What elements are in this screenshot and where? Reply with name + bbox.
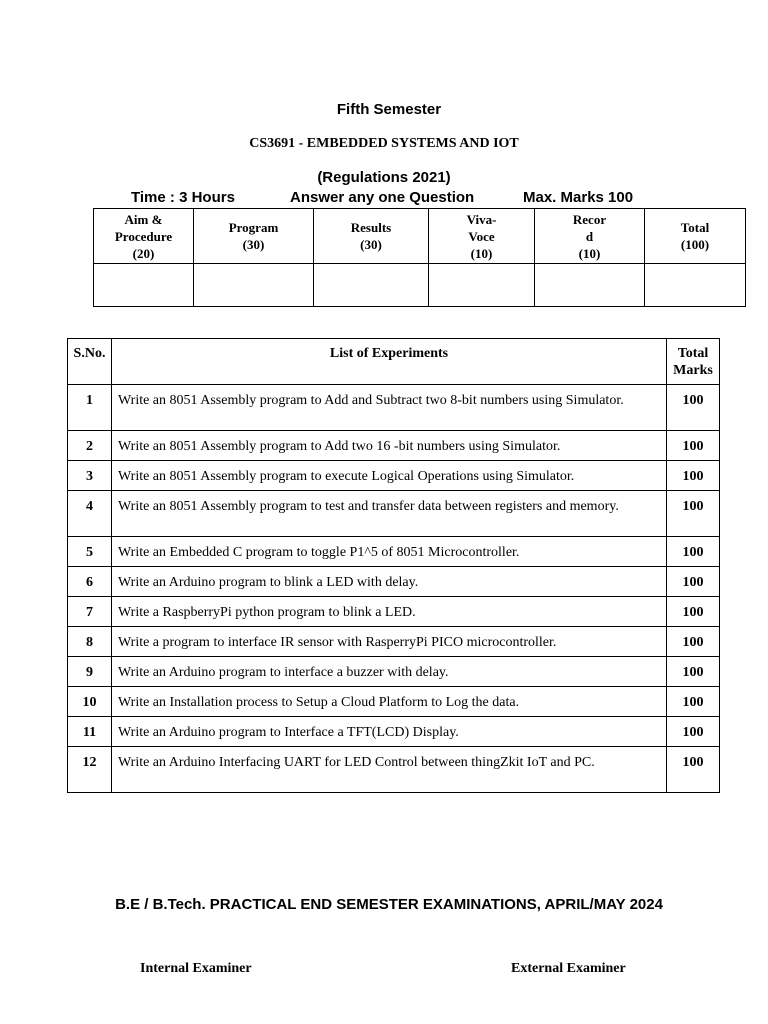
experiment-marks: 100: [667, 385, 720, 431]
course-title: CS3691 - EMBEDDED SYSTEMS AND IOT: [249, 136, 519, 151]
experiment-number: 10: [68, 687, 112, 717]
experiment-description: Write an 8051 Assembly program to Add two 16 -bit numbers using Simulator.: [112, 431, 667, 461]
marks-col-text: Results: [350, 220, 392, 235]
experiment-description: Write an Installation process to Setup a Cloud Platform to Log the data.: [112, 687, 667, 717]
experiment-description: Write an Embedded C program to toggle P1^5 of 8051 Microcontroller.: [112, 537, 667, 567]
marks-entry-aim[interactable]: [94, 264, 194, 307]
experiment-marks: 100: [667, 461, 720, 491]
experiment-number: 7: [68, 597, 112, 627]
experiment-marks: 100: [667, 431, 720, 461]
experiment-number: 1: [68, 385, 112, 431]
experiment-description: Write an Arduino program to Interface a TFT(LCD) Display.: [112, 717, 667, 747]
experiment-marks: 100: [667, 627, 720, 657]
experiment-row: [68, 717, 720, 747]
marks-entry-record[interactable]: [535, 264, 645, 307]
internal-examiner-label: Internal Examiner: [140, 961, 252, 976]
experiment-row: [68, 597, 720, 627]
experiment-description: Write an Arduino program to interface a buzzer with delay.: [112, 657, 667, 687]
experiment-row: [68, 657, 720, 687]
marks-col-text: Program: [228, 220, 279, 235]
marks-allocation-table: [93, 208, 746, 307]
marks-col-text: (10): [578, 245, 601, 261]
exam-title: B.E / B.Tech. PRACTICAL END SEMESTER EXAMINATIONS, APRIL/MAY 2024: [115, 896, 663, 913]
experiment-description: Write a program to interface IR sensor with RasperryPi PICO microcontroller.: [112, 627, 667, 657]
external-examiner-label: External Examiner: [511, 961, 626, 976]
experiment-marks: 100: [667, 537, 720, 567]
marks-col-text: (30): [360, 237, 382, 252]
experiment-description: Write an 8051 Assembly program to test and transfer data between registers and memory.: [112, 491, 667, 537]
instruction-label: Answer any one Question: [290, 189, 475, 206]
marks-entry-program[interactable]: [194, 264, 314, 307]
marks-entry-total[interactable]: [645, 264, 746, 307]
experiment-marks: 100: [667, 687, 720, 717]
marks-col-text: (30): [242, 237, 265, 252]
marks-col-text: Procedure: [114, 228, 173, 244]
experiment-description: Write an Arduino program to blink a LED with delay.: [112, 567, 667, 597]
experiment-row: [68, 431, 720, 461]
experiment-number: 4: [68, 491, 112, 537]
experiment-description: Write an 8051 Assembly program to Add and Subtract two 8-bit numbers using Simulator.: [112, 385, 667, 431]
experiment-row: [68, 491, 720, 537]
marks-entry-viva[interactable]: [429, 264, 535, 307]
marks-col-text: d: [585, 228, 594, 244]
marks-entry-results[interactable]: [314, 264, 429, 307]
experiments-table: [67, 338, 720, 793]
experiments-header-row: [68, 339, 720, 385]
marks-col-program: [194, 209, 314, 264]
marks-col-text: Aim &: [124, 211, 163, 227]
time-label: Time : 3 Hours: [131, 189, 235, 206]
experiment-row: [68, 627, 720, 657]
max-marks-label: Max. Marks 100: [523, 189, 634, 206]
marks-entry-row: [94, 264, 746, 307]
experiment-number: 11: [68, 717, 112, 747]
experiment-description: Write a RaspberryPi python program to blink a LED.: [112, 597, 667, 627]
marks-col-results: [314, 209, 429, 264]
marks-col-text: Recor: [572, 211, 607, 227]
marks-col-text: (10): [470, 245, 493, 261]
marks-col-aim: [94, 209, 194, 264]
marks-col-text: Viva-: [466, 211, 497, 227]
experiment-row: [68, 747, 720, 793]
experiment-number: 5: [68, 537, 112, 567]
experiment-marks: 100: [667, 747, 720, 793]
experiments-body: [68, 385, 720, 793]
experiment-number: 6: [68, 567, 112, 597]
semester-heading: Fifth Semester: [336, 101, 442, 118]
experiment-number: 12: [68, 747, 112, 793]
experiment-marks: 100: [667, 491, 720, 537]
marks-col-text: Total: [680, 220, 710, 235]
total-marks-header: Total Marks: [667, 339, 720, 385]
experiment-row: [68, 687, 720, 717]
experiment-row: [68, 385, 720, 431]
experiment-number: 3: [68, 461, 112, 491]
marks-header-row: [94, 209, 746, 264]
regulations-label: (Regulations 2021): [317, 169, 451, 186]
list-header: List of Experiments: [112, 339, 667, 385]
experiment-row: [68, 461, 720, 491]
experiment-description: Write an 8051 Assembly program to execute Logical Operations using Simulator.: [112, 461, 667, 491]
experiment-row: [68, 537, 720, 567]
experiment-row: [68, 567, 720, 597]
experiment-number: 9: [68, 657, 112, 687]
sno-header: S.No.: [68, 339, 112, 385]
marks-col-text: (100): [680, 237, 710, 252]
experiment-marks: 100: [667, 597, 720, 627]
experiment-marks: 100: [667, 717, 720, 747]
experiment-marks: 100: [667, 657, 720, 687]
marks-col-text: (20): [132, 245, 155, 261]
marks-col-total: [645, 209, 746, 264]
marks-col-record: [535, 209, 645, 264]
experiment-description: Write an Arduino Interfacing UART for LED Control between thingZkit IoT and PC.: [112, 747, 667, 793]
experiment-marks: 100: [667, 567, 720, 597]
experiment-number: 2: [68, 431, 112, 461]
marks-col-viva: [429, 209, 535, 264]
marks-col-text: Voce: [468, 228, 495, 244]
experiment-number: 8: [68, 627, 112, 657]
